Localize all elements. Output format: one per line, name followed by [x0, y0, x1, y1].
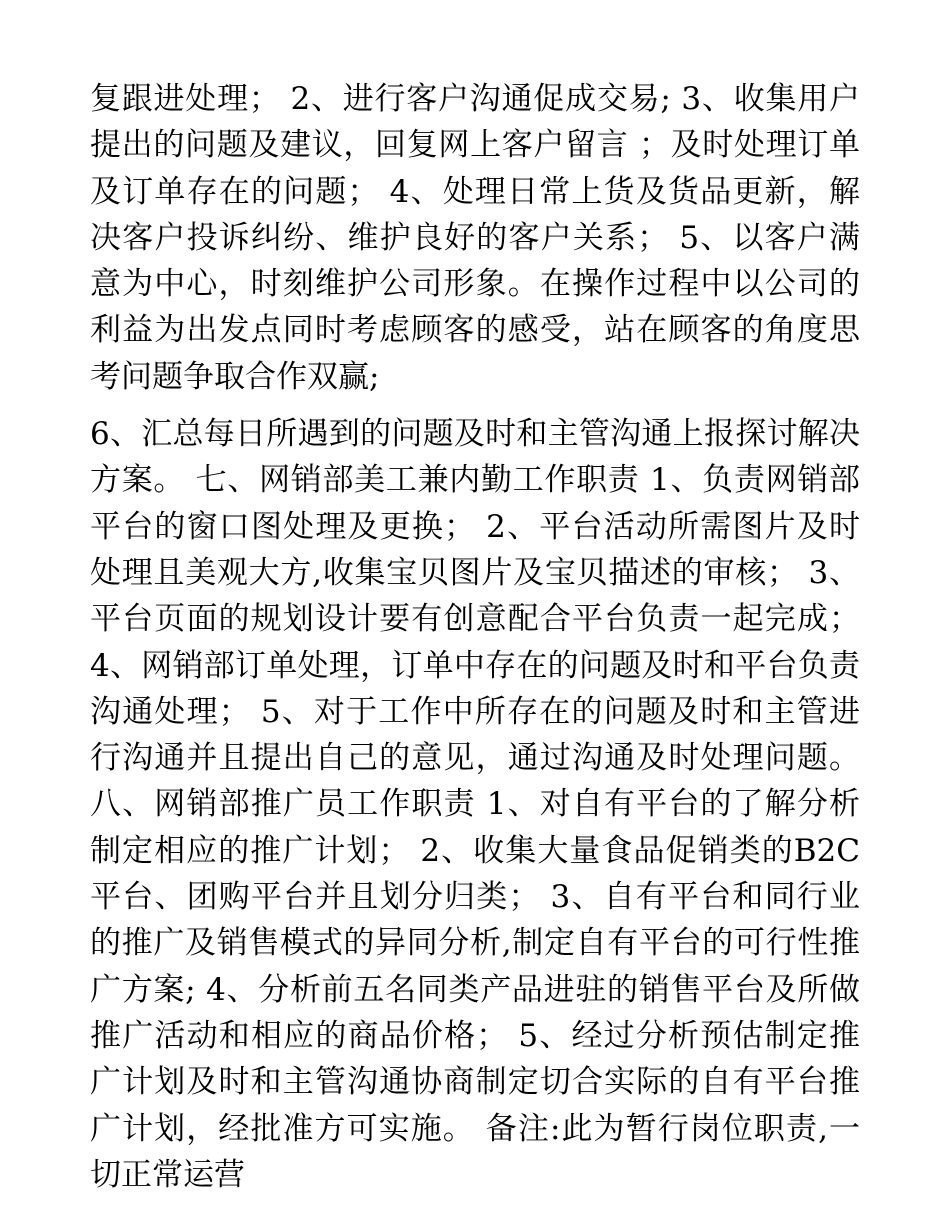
paragraph-1: 复跟进处理； 2、进行客户沟通促成交易; 3、收集用户提出的问题及建议，回复网上客户留言 ；及时处理订单及订单存在的问题； 4、处理日常上货及货品更新，解决客户投诉纠纷、维护良好的客户关系； 5、以客户满意为中心，时刻维护公司形象。在操作过程中以公司的利益为出发点同时考虑顾客的感受，站在顾客的角度思考问题争取合作双赢; [90, 81, 860, 395]
paragraph-2: 6、汇总每日所遇到的问题及时和主管沟通上报探讨解决方案。 七、网销部美工兼内勤工作职责 1、负责网销部平台的窗口图处理及更换； 2、平台活动所需图片及时处理且美观大方,收集宝贝图片及宝贝描述的审核； 3、平台页面的规划设计要有创意配合平台负责一起完成； 4、网销部订单处理，订单中存在的问题及时和平台负责沟通处理； 5、对于工作中所存在的问题及时和主管进行沟通并且提出自己的意见，通过沟通及时处理问题。 八、网销部推广员工作职责 1、对自有平台的了解分析制定相应的推广计划； 2、收集大量食品促销类的B2C平台、团购平台并且划分归类； 3、自有平台和同行业的推广及销售模式的异同分析,制定自有平台的可行性推广方案; 4、分析前五名同类产品进驻的销售平台及所做推广活动和相应的商品价格； 5、经过分析预估制定推广计划及时和主管沟通协商制定切合实际的自有平台推广计划，经批准方可实施。 备注:此为暂行岗位职责,一切正常运营 [90, 416, 860, 1193]
document-page [90, 76, 860, 1198]
